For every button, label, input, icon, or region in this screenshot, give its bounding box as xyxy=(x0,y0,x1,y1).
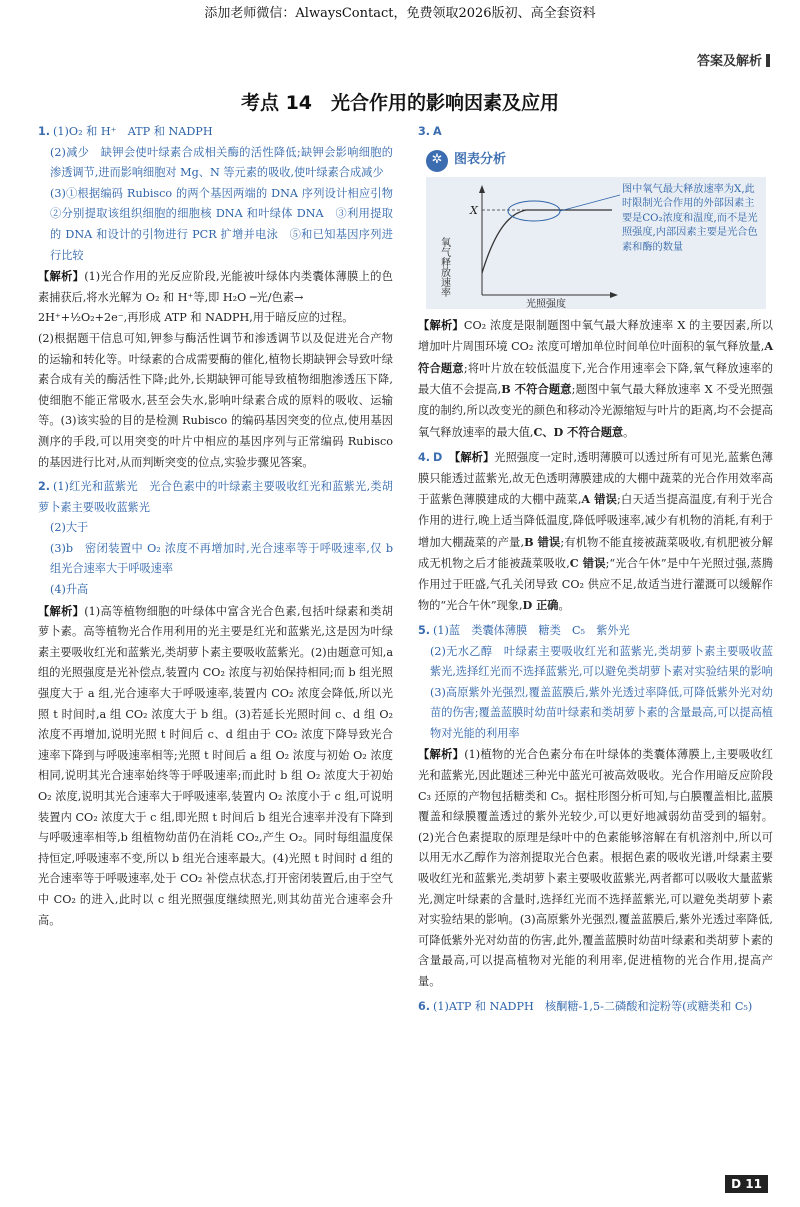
judgement-a: A 符合题意 xyxy=(418,339,773,375)
question-number: 6. xyxy=(418,999,431,1013)
y-axis-arrow xyxy=(479,185,485,193)
question-1-explanation-3: (2)根据题干信息可知,钾参与酶活性调节和渗透调节以及促进光合产物的运输和转化等。叶绿素的合成需要酶的催化,植物长期缺钾会导致叶绿素合成有关的酶活性下降;此外,长期缺钾可能导致植物细胞渗透压下降,使细胞不能正常吸水,甚至会失水,影响叶绿素合成的原料的吸收、运输等。(3)该实验的目的是检测 Rubisco 的编码基因突变的位点,使用基因测序的手段,可以用突变的叶片中相应的基因序列与正常编码 Rubisco 的基因进行比对,从而判断突变的位点,实验步骤见答案。 xyxy=(38,331,393,469)
explanation-tag: 【解析】 xyxy=(449,450,495,465)
explanation-end: 。 xyxy=(558,599,570,613)
page-number: D 11 xyxy=(725,1175,768,1193)
explanation-tag: 【解析】 xyxy=(418,747,465,762)
figure-header xyxy=(426,149,773,173)
highlight-ellipse xyxy=(508,201,560,221)
answer-text: (1)ATP 和 NADPH 核酮糖-1,5-二磷酸和淀粉等(或糖类和 C₅) xyxy=(433,999,753,1013)
judgement-b: B 不符合题意 xyxy=(501,382,572,397)
question-4-explanation xyxy=(418,447,773,617)
question-6-answer-1 xyxy=(418,997,773,1018)
answer-text: (1)O₂ 和 H⁺ ATP 和 NADPH xyxy=(53,125,213,138)
caption-pointer-line xyxy=(560,195,620,211)
question-number: 1. xyxy=(38,125,51,138)
explanation-end: 。 xyxy=(623,425,635,439)
explanation-text: (1)光合作用的光反应阶段,光能被叶绿体内类囊体薄膜上的色素捕获后,将水光解为 O₂ 和 H⁺等,即 H₂O ─光/色素→ xyxy=(38,270,393,304)
question-5-answer-2: (2)无水乙醇 叶绿素主要吸收红光和蓝紫光,类胡萝卜素主要吸收蓝紫光,选择红光而不选择蓝紫光,可以避免类胡萝卜素对实验结果的影响 xyxy=(430,644,773,679)
question-2-explanation xyxy=(38,601,393,932)
chart-icon: ✲ xyxy=(426,150,448,172)
explanation-text: ;题图中氧气最大释放速率 X 不受光照强度的制约,所以改变光的颜色和移动冷光源缩短与叶片的距离,均不会提高氧气释放速率的最大值, xyxy=(418,383,773,439)
explanation-text: ;有机物不能直接被蔬菜吸收,有机肥被分解成无机物之后才能被蔬菜吸收, xyxy=(418,535,773,571)
question-5-answer-3: (3)高原紫外光强烈,覆盖蓝膜后,紫外光透过率降低,可降低紫外光对幼苗的伤害;覆盖蓝膜时幼苗叶绿素和类胡萝卜素的含量最高,可以提高植物对光能的利用率 xyxy=(430,685,773,740)
question-2-answer-2: (2)大于 xyxy=(50,521,89,535)
question-number: 2. xyxy=(38,480,51,494)
page-title: 考点 14 光合作用的影响因素及应用 xyxy=(240,92,560,114)
section-tag xyxy=(697,50,770,69)
x-axis-arrow xyxy=(610,292,618,298)
question-1-answer-3: (3)①根据编码 Rubisco 的两个基因两端的 DNA 序列设计相应引物 ②分别提取该组织细胞的细胞核 DNA 和叶绿体 DNA ③利用提取的 DNA 和设计的引物进行 PCR 扩增并电泳 ⑤和已知基因序列进行比较 xyxy=(50,186,405,262)
question-2-answer-1 xyxy=(38,477,393,518)
explanation-text: (1)植物的光合色素分布在叶绿体的类囊体薄膜上,主要吸收红光和蓝紫光,因此题述三种光中蓝光可被高效吸收。光合作用暗反应阶段 C₃ 还原的产物包括糖类和 C₅。据柱形图分析可知,与白膜覆盖相比,蓝膜覆盖和绿膜覆盖透过的紫外光较少,可以更好地减弱幼苗受到的辐射。(2)光合色素提取的原理是绿叶中的色素能够溶解在有机溶剂中,所以可以用无水乙醇作为溶剂提取光合色素。根据色素的吸收光谱,叶绿素主要吸收红光和蓝紫光,类胡萝卜素主要吸收蓝紫光,两者都可以吸收大量蓝紫光,测定叶绿素的含量时,选择红光而不选择蓝紫光,可以避免类胡萝卜素对实验结果的影响。(3)高原紫外光强烈,覆盖蓝膜后,紫外光透过率降低,可降低紫外光对幼苗的伤害,此外,覆盖蓝膜时幼苗叶绿素和类胡萝卜素的含量最高,可以提高植物对光能的利用率,促进植物的光合作用,提高产量。 xyxy=(418,748,773,988)
judgement-c: C 错误 xyxy=(569,556,606,571)
explanation-tag: 【解析】 xyxy=(418,317,464,332)
section-tag-label: 答案及解析 xyxy=(696,54,762,69)
question-1-answer-1 xyxy=(38,122,393,143)
question-5-answer-1 xyxy=(418,621,773,642)
answer-letter: D xyxy=(433,451,443,465)
question-1-explanation-1 xyxy=(38,266,393,308)
explanation-text: (1)高等植物细胞的叶绿体中富含光合色素,包括叶绿素和类胡萝卜素。高等植物光合作用利用的光主要是红光和蓝紫光,这是因为叶绿素主要吸收红光和蓝紫光,类胡萝卜素主要吸收蓝紫光。(2)由题意可知,a 组的光照强度是光补偿点,装置内 CO₂ 浓度与初始保持相同;而 b 组光照强度大于 a 组,光合速率大于呼吸速率,装置内 CO₂ 浓度会降低,所以光照 t 时间时,a 组 CO₂ 浓度大于 b 组。(3)若延长光照时间 c、d 组 O₂ 浓度不再增加,说明光照 t 时间后 c、d 组由于 CO₂ 浓度下降导致光合速率下降到与呼吸速率相等;光照 t 时间后 a 组 O₂ 浓度与初始 O₂ 浓度相同,说明其光合速率始终等于呼吸速率;而此时 b 组 O₂ 浓度大于初始 O₂ 浓度,说明其光合速率大于呼吸速率,装置内 O₂ 浓度小于 c 组,可说明装置内 CO₂ 浓度大于 c 组,即光照 t 时间后 b 组光合速率并没有下降到与呼吸速率相等,b 组植物幼苗仍在消耗 CO₂,产生 O₂。同时每组温度保持恒定,呼吸速率不变,所以 b 组光合速率最大。(4)光照 t 时间时 d 组的光合速率等于呼吸速率,处于 CO₂ 补偿点状态,打开密闭装置后,由于空气中 CO₂ 的进入,此时以 c 组光照强度继续照光,则其幼苗光合速率会升高。 xyxy=(38,604,393,927)
question-1-explanation-2: 2H⁺+½O₂+2e⁻,再形成 ATP 和 NADPH,用于暗反应的过程。 xyxy=(38,311,354,325)
question-3-explanation xyxy=(418,315,773,444)
judgement-a: A 错误 xyxy=(581,492,618,507)
judgement-b: B 错误 xyxy=(524,534,561,549)
left-column xyxy=(38,122,405,931)
explanation-text: ;将叶片放在较低温度下,光合作用速率会下降,氧气释放速率的最大值不会提高, xyxy=(418,361,773,397)
question-2-answer-4: (4)升高 xyxy=(50,583,89,597)
explanation-text: ;白天适当提高温度,有利于光合作用的进行,晚上适当降低温度,降低呼吸速率,减少有机物的消耗,有利于增加大棚蔬菜的产量, xyxy=(418,493,773,549)
answer-text: (1)蓝 类囊体薄膜 糖类 C₅ 紫外光 xyxy=(433,623,630,637)
question-5-explanation xyxy=(418,744,773,992)
question-number: 5. xyxy=(418,623,431,637)
tag-bar-decoration xyxy=(766,54,770,67)
x-axis-label: 光照强度 xyxy=(526,298,566,309)
y-axis-label: 氧气释放速率 xyxy=(438,236,450,297)
explanation-tag: 【解析】 xyxy=(38,269,85,284)
explanation-tag: 【解析】 xyxy=(38,603,85,618)
explanation-text: CO₂ 浓度是限制题图中氧气最大释放速率 X 的主要因素,所以增加叶片周围环境 CO₂ 浓度可增加单位时间单位叶面积的氧气释放量, xyxy=(418,318,773,354)
explanation-text: ;“光合午休”是中午光照过强,蒸腾作用过于旺盛,气孔关闭导致 CO₂ 供应不足,故适当进行灌溉可以缓解作物的“光合午休”现象, xyxy=(418,557,774,613)
figure-title: 图表分析 xyxy=(454,152,507,168)
figure-box xyxy=(426,177,766,309)
x-value-label: X xyxy=(470,203,478,217)
figure-caption: 图中氧气最大释放速率为X,此时限制光合作用的外部因素主要是CO₂浓度和温度,而不是光照强度,内部因素主要是光合色素和酶的数量 xyxy=(622,183,758,253)
answer-text: (1)红光和蓝紫光 光合色素中的叶绿素主要吸收红光和蓝紫光,类胡萝卜素主要吸收蓝紫光 xyxy=(38,480,393,514)
judgement-cd: C、D 不符合题意 xyxy=(533,424,624,439)
explanation-text: 光照强度一定时,透明薄膜可以透过所有可见光,蓝紫色薄膜只能透过蓝紫光,故无色透明薄膜建成的大棚中蔬菜的光合作用效率高于蓝紫色薄膜建成的大棚中蔬菜, xyxy=(418,451,773,507)
right-column xyxy=(418,122,773,1017)
question-number: 3. xyxy=(418,125,431,138)
question-3-answer xyxy=(418,122,773,143)
judgement-d: D 正确 xyxy=(522,598,559,613)
question-number: 4. xyxy=(418,451,431,465)
answer-letter: A xyxy=(433,125,442,138)
watermark-text: 添加老师微信：AlwaysContact，免费领取2026版初、高全套资料 xyxy=(204,6,596,21)
question-2-answer-3: (3)b 密闭装置中 O₂ 浓度不再增加时,光合速率等于呼吸速率,仅 b 组光合速率大于呼吸速率 xyxy=(50,541,393,576)
question-1-answer-2: (2)减少 缺钾会使叶绿素合成相关酶的活性降低;缺钾会影响细胞的渗透调节,进而影响细胞对 Mg、N 等元素的吸收,使叶绿素合成减少 xyxy=(50,145,393,180)
